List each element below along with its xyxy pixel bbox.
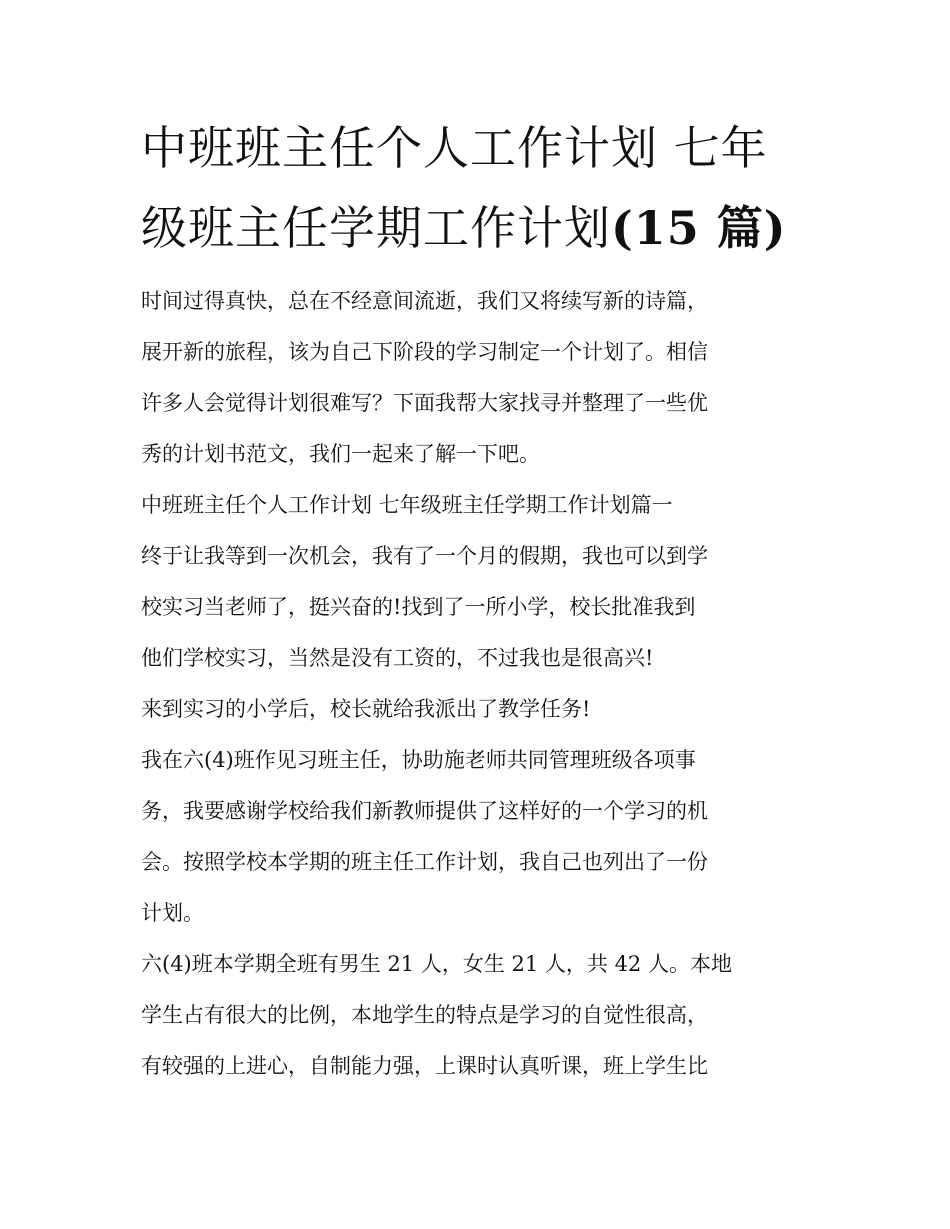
body-line: 秀的计划书范文，我们一起来了解一下吧。 xyxy=(141,442,540,466)
body-line: 终于让我等到一次机会，我有了一个月的假期，我也可以到学 xyxy=(141,544,708,568)
body-line: 六(4)班本学期全班有男生 21 人，女生 21 人，共 42 人。本地 xyxy=(141,952,732,976)
body-line: 有较强的上进心，自制能力强，上课时认真听课，班上学生比 xyxy=(141,1054,708,1078)
body-line: 展开新的旅程，该为自己下阶段的学习制定一个计划了。相信 xyxy=(141,340,708,364)
body-line: 会。按照学校本学期的班主任工作计划，我自己也列出了一份 xyxy=(141,850,708,874)
title-line-2-main: 级班主任学期工作计划 xyxy=(141,201,611,255)
body-line: 他们学校实习，当然是没有工资的，不过我也是很高兴! xyxy=(141,646,654,670)
body-line: 校实习当老师了，挺兴奋的!找到了一所小学，校长批准我到 xyxy=(141,595,696,619)
body-line: 来到实习的小学后，校长就给我派出了教学任务! xyxy=(141,697,591,721)
document-title xyxy=(141,108,821,268)
document-body xyxy=(141,276,821,1092)
body-line: 计划。 xyxy=(141,901,204,925)
title-line-1: 中班班主任个人工作计划 七年 xyxy=(141,121,768,175)
body-line: 学生占有很大的比例，本地学生的特点是学习的自觉性很高， xyxy=(141,1003,708,1027)
section-heading-line: 中班班主任个人工作计划 七年级班主任学期工作计划篇一 xyxy=(141,493,673,517)
title-line-2-suffix: (15 篇) xyxy=(611,201,787,255)
body-line: 许多人会觉得计划很难写？下面我帮大家找寻并整理了一些优 xyxy=(141,391,708,415)
title-line-2 xyxy=(141,201,787,255)
body-line: 务，我要感谢学校给我们新教师提供了这样好的一个学习的机 xyxy=(141,799,708,823)
body-line: 时间过得真快，总在不经意间流逝，我们又将续写新的诗篇， xyxy=(141,289,708,313)
body-line: 我在六(4)班作见习班主任，协助施老师共同管理班级各项事 xyxy=(141,748,696,772)
